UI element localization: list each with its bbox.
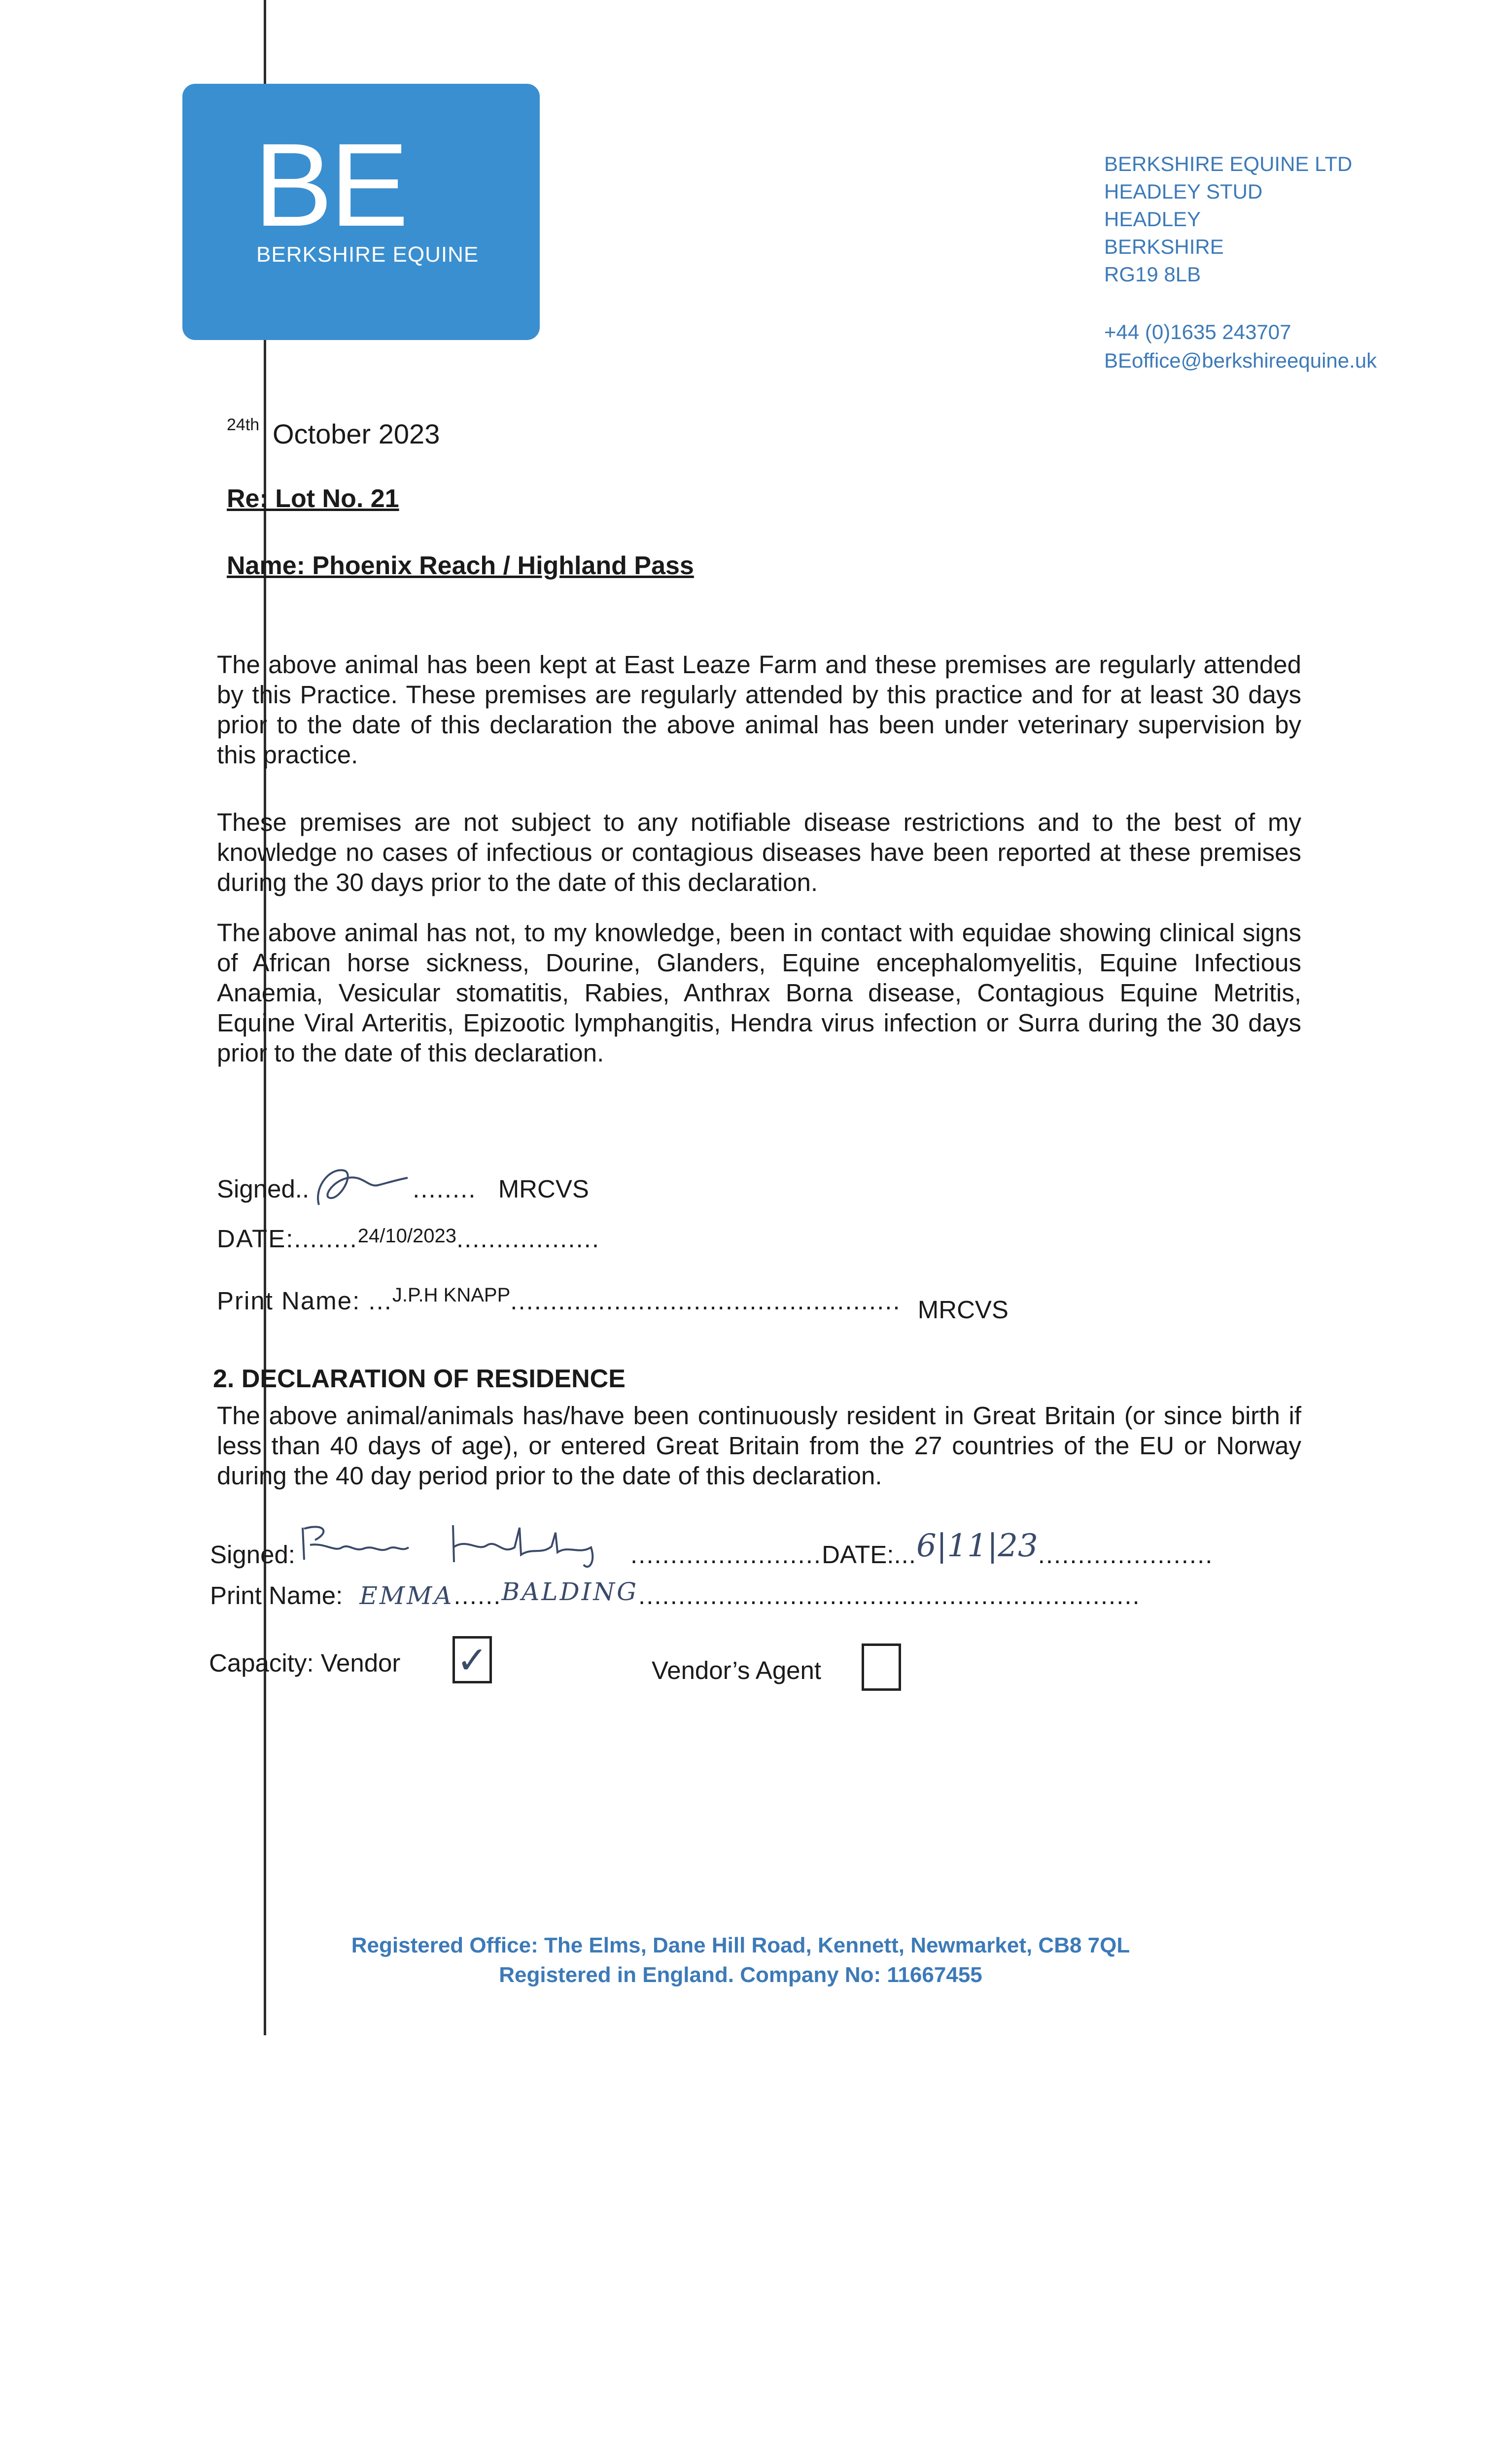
vendor-date-value: 6|11|23 (916, 1528, 1038, 1564)
signed-label: Signed.. (217, 1175, 310, 1203)
vendor-signed-dots: ........................ (630, 1540, 822, 1569)
agent-label: Vendor’s Agent (652, 1656, 822, 1684)
address-line: RG19 8LB (1104, 263, 1201, 286)
vet-print-mrcvs: MRCVS (917, 1296, 1009, 1324)
vendor-print-last: BALDING (501, 1577, 639, 1606)
company-address (1104, 150, 1352, 288)
date-day: 24th (227, 415, 260, 434)
signed-dots: ........ (413, 1175, 477, 1203)
company-email: BEoffice@berkshireequine.uk (1104, 349, 1377, 372)
footer-office: Registered Office: The Elms, Dane Hill Road, Kennett, Newmarket, CB8 7QL (351, 1933, 1130, 1957)
paragraph-restrictions: These premises are not subject to any notifiable disease restrictions and to the best of my knowledge no cases of infectious or contagious diseases have been reported at these premises during the 30 days prior to the date of this declaration. (217, 808, 1301, 896)
vet-date-row (217, 1224, 600, 1253)
paragraph-supervision: The above animal has been kept at East Leaze Farm and these premises are regularly attended by this Practice. These premises are regularly attended by this practice and for at least 30 days prior to the date of this declaration the above animal has been under veterinary supervision by this practice. (217, 650, 1301, 769)
vendor-print-label: Print Name: (210, 1581, 343, 1609)
date-month-year: October 2023 (273, 418, 440, 449)
vet-print-dots: ................................................. (510, 1287, 901, 1315)
vendor-print-dots: ............................................................... (638, 1581, 1141, 1609)
vet-print-label: Print Name: ... (217, 1287, 392, 1315)
company-contact (1104, 318, 1377, 375)
vet-print-value: J.P.H KNAPP (392, 1284, 511, 1306)
vet-date-label: DATE:........ (217, 1225, 358, 1253)
address-line: BERKSHIRE (1104, 235, 1224, 258)
vendor-checkbox[interactable] (452, 1636, 492, 1683)
horse-name-line: Name: Phoenix Reach / Highland Pass (227, 551, 694, 580)
vendor-signed-row: Signed: ........................DATE:...6|11|23...................... (210, 1518, 1213, 1572)
address-line: HEADLEY STUD (1104, 180, 1263, 203)
re-lot-line: Re: Lot No. 21 (227, 484, 399, 513)
residence-text: The above animal/animals has/have been continuously resident in Great Britain (or since birth if less than 40 days of age), or entered Great Britain from the 27 countries of the EU or Norway during the 40 day period prior to the date of this declaration. (217, 1402, 1301, 1490)
address-line: HEADLEY (1104, 207, 1201, 231)
footer (0, 1931, 1496, 1990)
logo-mark: BE (254, 119, 406, 251)
vendor-print-first: EMMA (359, 1581, 454, 1610)
vendor-date-dots: ...................... (1038, 1540, 1214, 1569)
vendor-signature-mark (295, 1518, 630, 1572)
vendor-checkmark: ✓ (456, 1638, 488, 1682)
vendor-date-label: DATE: (822, 1540, 894, 1569)
vet-date-value: 24/10/2023 (357, 1225, 456, 1247)
logo-subtitle: BERKSHIRE EQUINE (256, 242, 479, 267)
signed-mrcvs: MRCVS (498, 1175, 589, 1203)
vet-print-row (217, 1284, 1009, 1324)
paragraph-contact: The above animal has not, to my knowledge, been in contact with equidae showing clinical signs of African horse sickness, Dourine, Glanders, Equine encephalomyelitis, Equine Infectious Anaemia, Vesicular stomatitis, Rabies, Anthrax Borna disease, Contagious Equine Metritis, Equine Viral Arteritis, Epizootic lymphangitis, Hendra virus infection or Surra during the 30 days prior to the date of this declaration. (217, 919, 1301, 1067)
vendor-print-row: Print Name: EMMA......BALDING............................................................... (210, 1577, 1141, 1610)
residence-title: 2. DECLARATION OF RESIDENCE (213, 1365, 626, 1393)
vet-date-dots: .................. (456, 1225, 600, 1253)
agent-checkbox[interactable] (862, 1643, 901, 1691)
vet-signature-mark (309, 1158, 413, 1212)
vet-signed-row (217, 1158, 589, 1212)
address-line: BERKSHIRE EQUINE LTD (1104, 152, 1353, 175)
footer-registration: Registered in England. Company No: 11667455 (499, 1963, 982, 1987)
company-phone: +44 (0)1635 243707 (1104, 320, 1291, 343)
vendor-signed-label: Signed: (210, 1540, 295, 1569)
capacity-label: Capacity: Vendor (209, 1649, 401, 1677)
